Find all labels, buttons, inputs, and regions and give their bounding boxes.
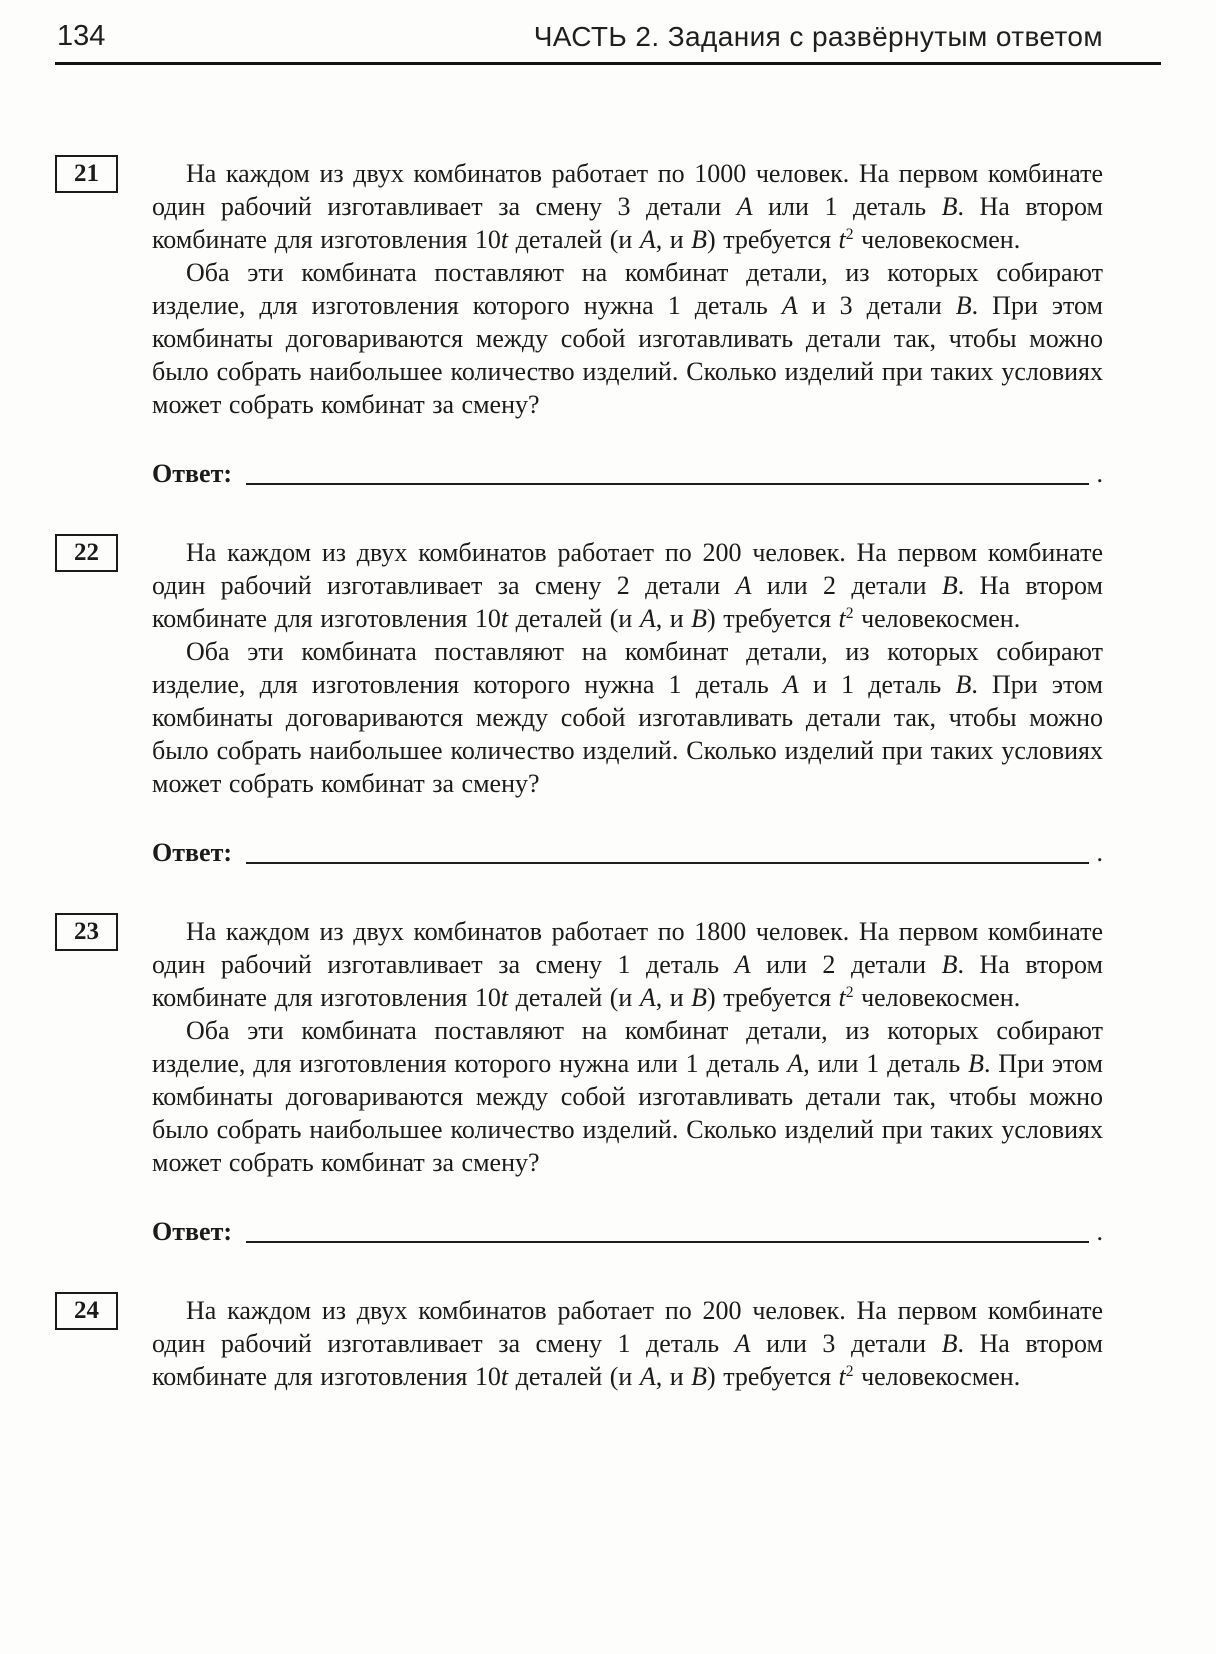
answer-label: Ответ:	[152, 838, 233, 867]
problem-number: 22	[74, 539, 99, 566]
problem-23-number-box	[55, 913, 118, 951]
problem-22	[74, 536, 1104, 869]
answer-label: Ответ:	[152, 1217, 233, 1246]
problem-21	[74, 157, 1104, 490]
answer-label: Ответ:	[152, 459, 233, 488]
problem-21-answer-line	[152, 457, 1103, 490]
problem-22-number-box	[55, 534, 118, 572]
problem-21-paragraph-2: Оба эти комбината поставляют на комбинат детали, из которых собирают изделие, для изготовления которого нужна 1 деталь A и 3 детали B. При этом комбинаты договариваются между собой изготавливать детали так, чтобы можно было собрать наибольшее количество изделий. Сколько изделий при таких условиях может собрать комбинат за смену?	[152, 258, 1104, 419]
problem-24-number-box	[55, 1292, 118, 1330]
page-number: 134	[57, 20, 106, 52]
problem-number: 24	[74, 1297, 99, 1324]
answer-blank-line	[246, 459, 1088, 485]
answer-blank-line	[246, 838, 1088, 864]
page-content	[0, 157, 1216, 1393]
page-header	[0, 0, 1216, 53]
problem-22-paragraph-1: На каждом из двух комбинатов работает по 200 человек. На первом комбинате один рабочий изготавливает за смену 2 детали A или 2 детали B. На втором комбинате для изготовления 10t деталей (и A, и B) требуется $t^2$ человекосмен.	[152, 538, 1103, 633]
problem-23-paragraph-2: Оба эти комбината поставляют на комбинат детали, из которых собирают изделие, для изготовления которого нужна или 1 деталь A, или 1 деталь B. При этом комбинаты договариваются между собой изготавливать детали так, чтобы можно было собрать наибольшее количество изделий. Сколько изделий при таких условиях может собрать комбинат за смену?	[152, 1016, 1103, 1177]
answer-blank-line	[246, 1217, 1088, 1243]
answer-terminator: .	[1096, 459, 1103, 488]
problem-21-paragraph-1: На каждом из двух комбинатов работает по 1000 человек. На первом комбинате один рабочий изготавливает за смену 3 детали A или 1 деталь B. На втором комбинате для изготовления 10t деталей (и A, и B) требуется $t^2$ человекосмен.	[152, 159, 1103, 254]
problem-number: 21	[74, 160, 99, 187]
answer-terminator: .	[1096, 838, 1103, 867]
problem-21-number-box	[55, 155, 118, 193]
problem-24	[74, 1294, 1103, 1393]
problem-23-paragraph-1: На каждом из двух комбинатов работает по 1800 человек. На первом комбинате один рабочий изготавливает за смену 1 деталь A или 2 детали B. На втором комбинате для изготовления 10t деталей (и A, и B) требуется $t^2$ человекосмен.	[152, 917, 1103, 1012]
header-rule	[55, 62, 1161, 65]
problem-number: 23	[74, 918, 99, 945]
problem-23-answer-line	[152, 1215, 1103, 1248]
problem-22-answer-line	[152, 836, 1103, 869]
answer-terminator: .	[1096, 1217, 1103, 1246]
problem-23	[74, 915, 1103, 1248]
problem-22-paragraph-2: Оба эти комбината поставляют на комбинат детали, из которых собирают изделие, для изготовления которого нужна 1 деталь A и 1 деталь B. При этом комбинаты договариваются между собой изготавливать детали так, чтобы можно было собрать наибольшее количество изделий. Сколько изделий при таких условиях может собрать комбинат за смену?	[152, 637, 1104, 798]
section-header: ЧАСТЬ 2. Задания с развёрнутым ответом	[533, 21, 1103, 52]
problem-24-paragraph-1: На каждом из двух комбинатов работает по 200 человек. На первом комбинате один рабочий изготавливает за смену 1 деталь A или 3 детали B. На втором комбинате для изготовления 10t деталей (и A, и B) требуется $t^2$ человекосмен.	[152, 1296, 1103, 1391]
